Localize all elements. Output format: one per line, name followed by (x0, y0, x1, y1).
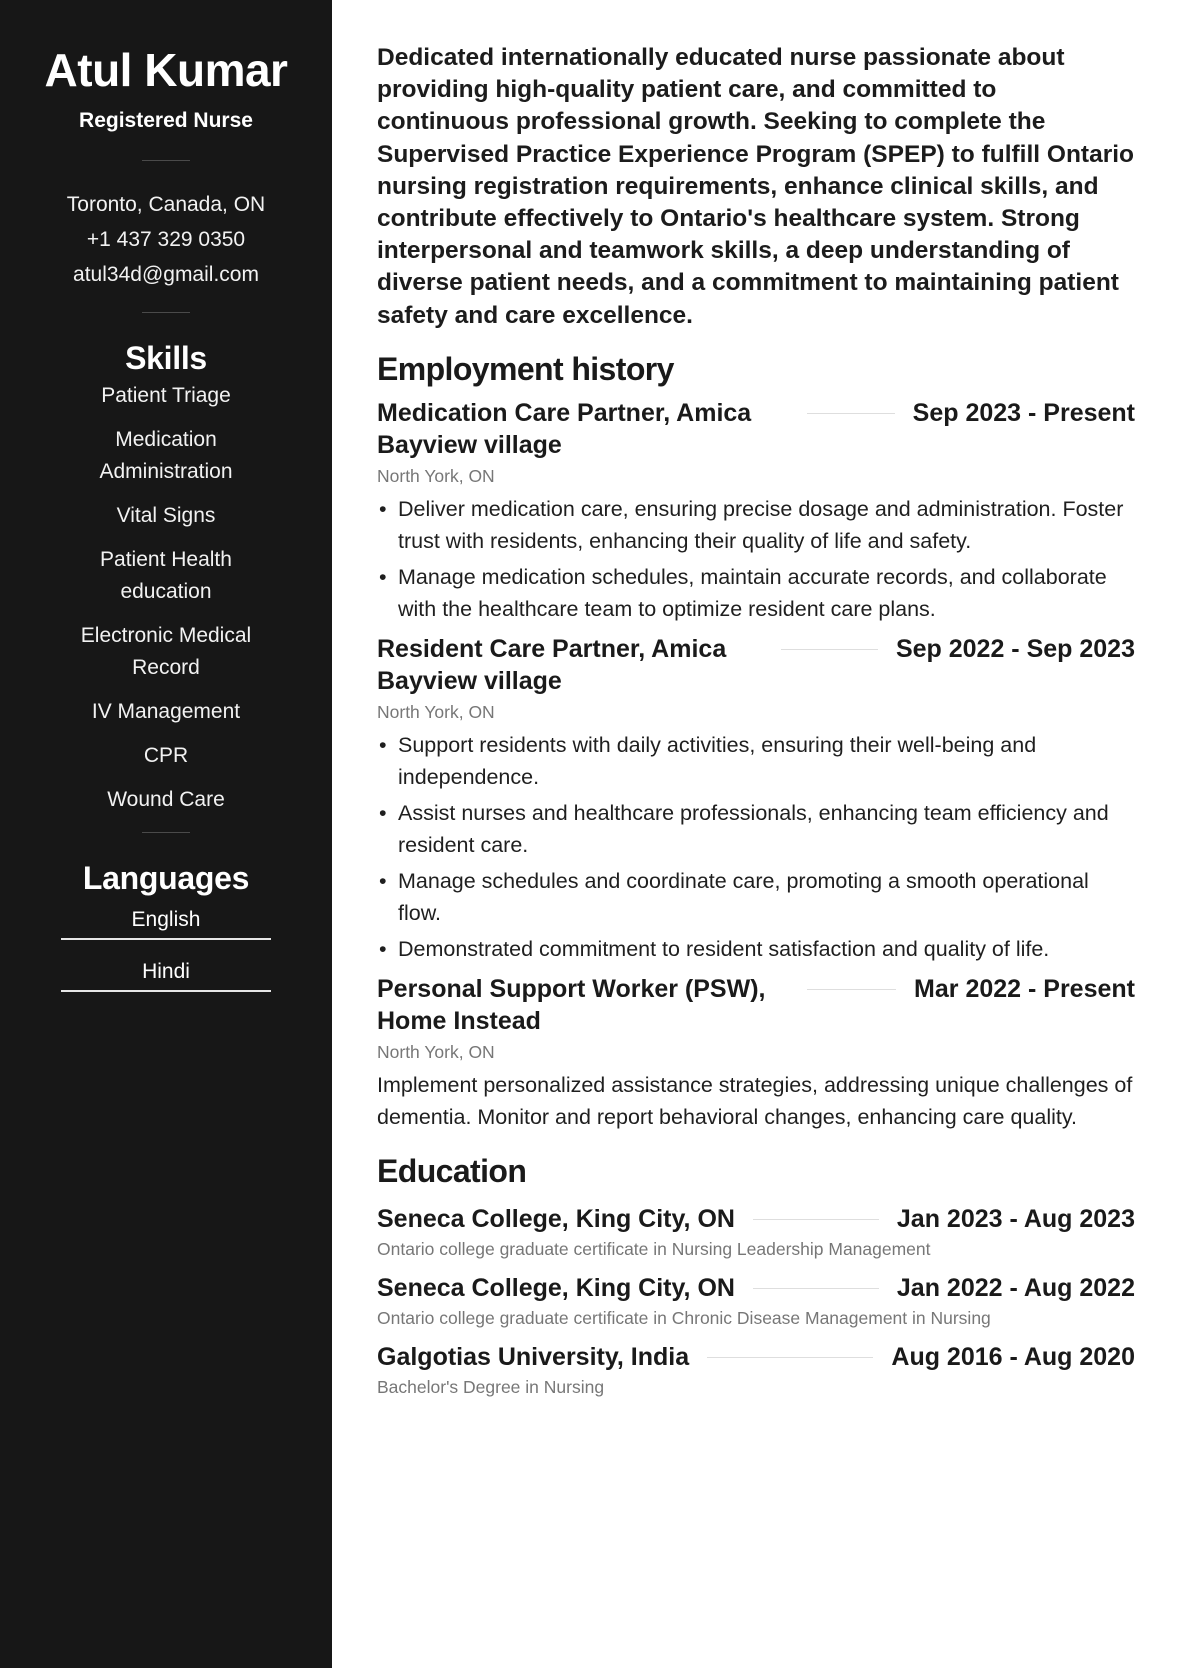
employment-heading: Employment history (377, 350, 674, 387)
education-heading: Education (377, 1152, 527, 1189)
education-entry (377, 1341, 1135, 1398)
divider-line (707, 1357, 873, 1358)
school-name: Seneca College, King City, ON (377, 1204, 735, 1233)
job-entry (377, 633, 1135, 965)
job-entry (377, 973, 1135, 1133)
job-dates: Mar 2022 - Present (914, 974, 1135, 1003)
languages-list (0, 900, 332, 992)
bullet-item: • Manage medication schedules, maintain accurate records, and collaborate with the healthcare team to optimize resident care plans. (377, 561, 1135, 625)
language-item: English (61, 900, 271, 940)
job-bullets (377, 493, 1135, 625)
skill-item: Vital Signs (116, 504, 216, 527)
skill-item: Wound Care (107, 788, 225, 811)
skill-item: Patient Triage (101, 384, 231, 407)
skill-item: Patient Health education (100, 548, 232, 603)
education-entry (377, 1272, 1135, 1329)
main-content (377, 42, 1135, 1398)
contact-info (0, 187, 332, 292)
languages-heading: Languages (82, 860, 250, 896)
job-entry (377, 397, 1135, 625)
divider-line (807, 989, 896, 990)
job-location: North York, ON (377, 701, 495, 722)
skill-item: Medication Administration (99, 428, 233, 483)
skill-item: CPR (143, 744, 189, 767)
skills-list (0, 380, 332, 816)
job-description: Implement personalized assistance strategies, addressing unique challenges of dementia. Monitor and report behavioral changes, enhancing care quality. (377, 1072, 1133, 1129)
job-dates: Sep 2023 - Present (912, 398, 1135, 427)
location-text: Toronto, Canada, ON (66, 193, 266, 216)
degree-text: Bachelor's Degree in Nursing (377, 1376, 605, 1397)
bullet-item: • Demonstrated commitment to resident satisfaction and quality of life. (377, 933, 1135, 965)
job-title: Medication Care Partner, Amica Bayview village (377, 398, 752, 459)
sidebar (0, 0, 332, 1668)
bullet-item: • Support residents with daily activities, ensuring their well-being and independence. (377, 729, 1135, 793)
bullet-item: • Deliver medication care, ensuring precise dosage and administration. Foster trust with residents, enhancing their quality of life and safety. (377, 493, 1135, 557)
divider-line (753, 1288, 879, 1289)
job-dates: Sep 2022 - Sep 2023 (895, 634, 1135, 663)
job-bullets (377, 729, 1135, 965)
summary-text: Dedicated internationally educated nurse passionate about providing high-quality patient care, and committed to continuous professional growth. Seeking to complete the Supervised Practice Experience Program (SPEP) to fulfill Ontario nursing registration requirements, enhance clinical skills, and contribute effectively to Ontario's healthcare system. Strong interpersonal and teamwork skills, a deep understanding of diverse patient needs, and a commitment to maintaining patient safety and care excellence. (377, 44, 1134, 329)
bullet-item: • Assist nurses and healthcare professionals, enhancing team efficiency and resident care. (377, 797, 1135, 861)
job-title: Registered Nurse (79, 109, 253, 132)
job-location: North York, ON (377, 465, 495, 486)
education-dates: Jan 2023 - Aug 2023 (896, 1204, 1135, 1233)
divider-line (753, 1219, 879, 1220)
divider (142, 160, 190, 161)
education-entry (377, 1203, 1135, 1260)
job-location: North York, ON (377, 1041, 495, 1062)
divider (142, 312, 190, 313)
job-title: Resident Care Partner, Amica Bayview village (377, 634, 727, 695)
education-dates: Jan 2022 - Aug 2022 (896, 1273, 1135, 1302)
school-name: Galgotias University, India (377, 1342, 690, 1371)
candidate-name: Atul Kumar (44, 44, 288, 96)
job-title: Personal Support Worker (PSW), Home Instead (377, 974, 766, 1035)
divider-line (781, 649, 878, 650)
school-name: Seneca College, King City, ON (377, 1273, 735, 1302)
education-dates: Aug 2016 - Aug 2020 (891, 1342, 1135, 1371)
email-text: atul34d@gmail.com (73, 263, 259, 286)
skill-item: Electronic Medical Record (80, 624, 252, 679)
divider-line (807, 413, 895, 414)
divider (142, 832, 190, 833)
degree-text: Ontario college graduate certificate in Nursing Leadership Management (377, 1238, 931, 1259)
language-item: Hindi (61, 952, 271, 992)
phone-text: +1 437 329 0350 (86, 228, 246, 251)
skill-item: IV Management (91, 700, 241, 723)
degree-text: Ontario college graduate certificate in Chronic Disease Management in Nursing (377, 1307, 991, 1328)
bullet-item: • Manage schedules and coordinate care, promoting a smooth operational flow. (377, 865, 1135, 929)
skills-heading: Skills (125, 340, 207, 376)
